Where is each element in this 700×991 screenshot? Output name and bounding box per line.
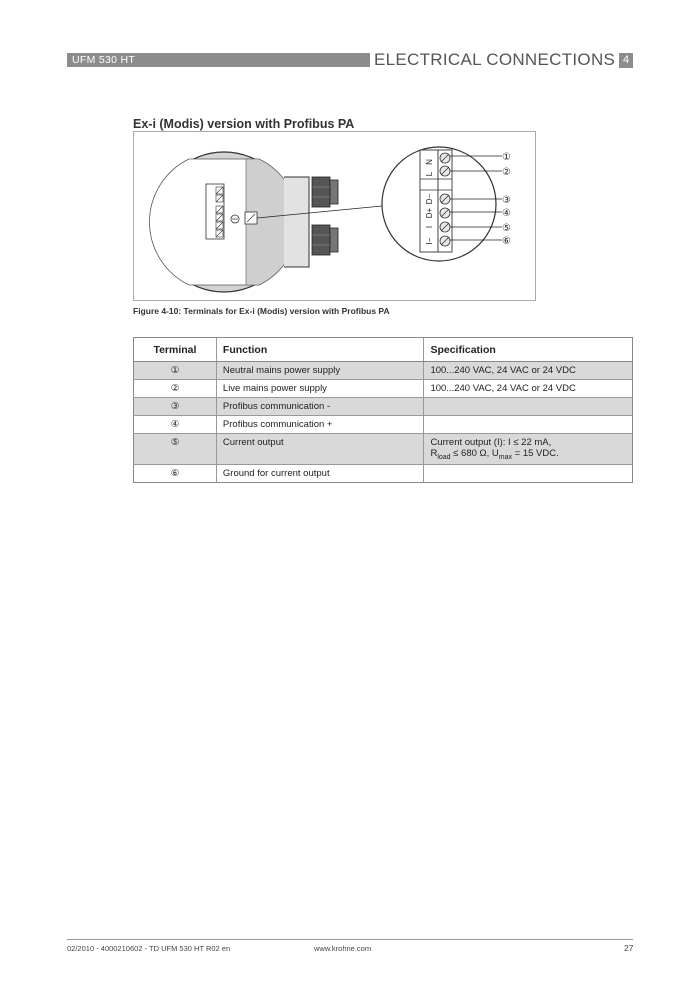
footer-divider: [67, 939, 633, 940]
terminal-label-l: L: [425, 171, 434, 177]
specification-cell: [424, 434, 633, 465]
specification-cell: [424, 416, 633, 434]
function-cell: Profibus communication +: [216, 416, 424, 434]
function-cell: Live mains power supply: [216, 380, 424, 398]
chapter-number-badge: 4: [619, 53, 633, 68]
terminal-label-d-minus: D−: [425, 193, 434, 205]
screw-2: [440, 166, 450, 176]
mini-terminal-block: [206, 184, 224, 239]
screw-3: [440, 194, 450, 204]
section-title: Ex-i (Modis) version with Profibus PA: [133, 117, 355, 131]
terminal-label-d-plus: D+: [425, 207, 434, 219]
specification-cell: [424, 464, 633, 482]
table-row: [134, 464, 633, 482]
screw-4: [440, 208, 450, 218]
specification-cell: [424, 398, 633, 416]
callout-2: ②: [502, 167, 511, 178]
table-row: [134, 398, 633, 416]
terminal-cell: ⑥: [134, 464, 217, 482]
function-cell: Neutral mains power supply: [216, 362, 424, 380]
column-header-terminal: Terminal: [134, 338, 217, 362]
terminal-label-n: N: [425, 159, 434, 165]
screw-6: [440, 236, 450, 246]
terminal-spec-table: [133, 337, 633, 483]
specification-line-2: $R_{load} \le 680$ Ω, $U_{max} = 15$ VDC.: [430, 448, 559, 461]
function-cell: Ground for current output: [216, 464, 424, 482]
terminal-cell: ②: [134, 380, 217, 398]
cable-gland-bottom: [312, 225, 338, 255]
terminal-cell: ④: [134, 416, 217, 434]
figure-caption: Figure 4-10: Terminals for Ex-i (Modis) version with Profibus PA: [133, 306, 390, 316]
callout-5: ⑤: [502, 223, 511, 234]
page-number: 27: [624, 943, 634, 953]
callout-4: ④: [502, 208, 511, 219]
column-header-specification: Specification: [424, 338, 633, 362]
terminal-cell: ③: [134, 398, 217, 416]
specification-cell: 100...240 VAC, 24 VAC or 24 VDC: [424, 380, 633, 398]
footer-website-link[interactable]: www.krohne.com: [314, 944, 372, 953]
header-chapter-title: ELECTRICAL CONNECTIONS: [374, 50, 616, 69]
terminal-diagram: [134, 132, 535, 300]
terminal-label-i-minus: I−: [425, 237, 434, 245]
function-cell: Profibus communication -: [216, 398, 424, 416]
housing-neck: [284, 177, 309, 267]
header-product-name: UFM 530 HT: [72, 54, 136, 66]
callout-3: ③: [502, 195, 511, 206]
terminal-figure: [133, 131, 536, 301]
table-header-row: [134, 338, 633, 362]
table-row: [134, 434, 633, 465]
screw-1: [440, 153, 450, 163]
screw-5: [440, 222, 450, 232]
callout-1: ①: [502, 152, 511, 163]
function-cell: Current output: [216, 434, 424, 465]
terminal-cell: ①: [134, 362, 217, 380]
table-row: [134, 362, 633, 380]
cable-gland-top: [312, 177, 338, 207]
callout-6: ⑥: [502, 236, 511, 247]
terminal-cell: ⑤: [134, 434, 217, 465]
column-header-function: Function: [216, 338, 424, 362]
footer-document-id: 02/2010 - 4000210602 - TD UFM 530 HT R02 en: [67, 944, 231, 953]
specification-cell: 100...240 VAC, 24 VAC or 24 VDC: [424, 362, 633, 380]
terminal-label-i: I: [425, 225, 434, 229]
table-row: [134, 380, 633, 398]
specification-line-1: Current output (I): I ≤ 22 mA,: [430, 437, 552, 448]
table-row: [134, 416, 633, 434]
